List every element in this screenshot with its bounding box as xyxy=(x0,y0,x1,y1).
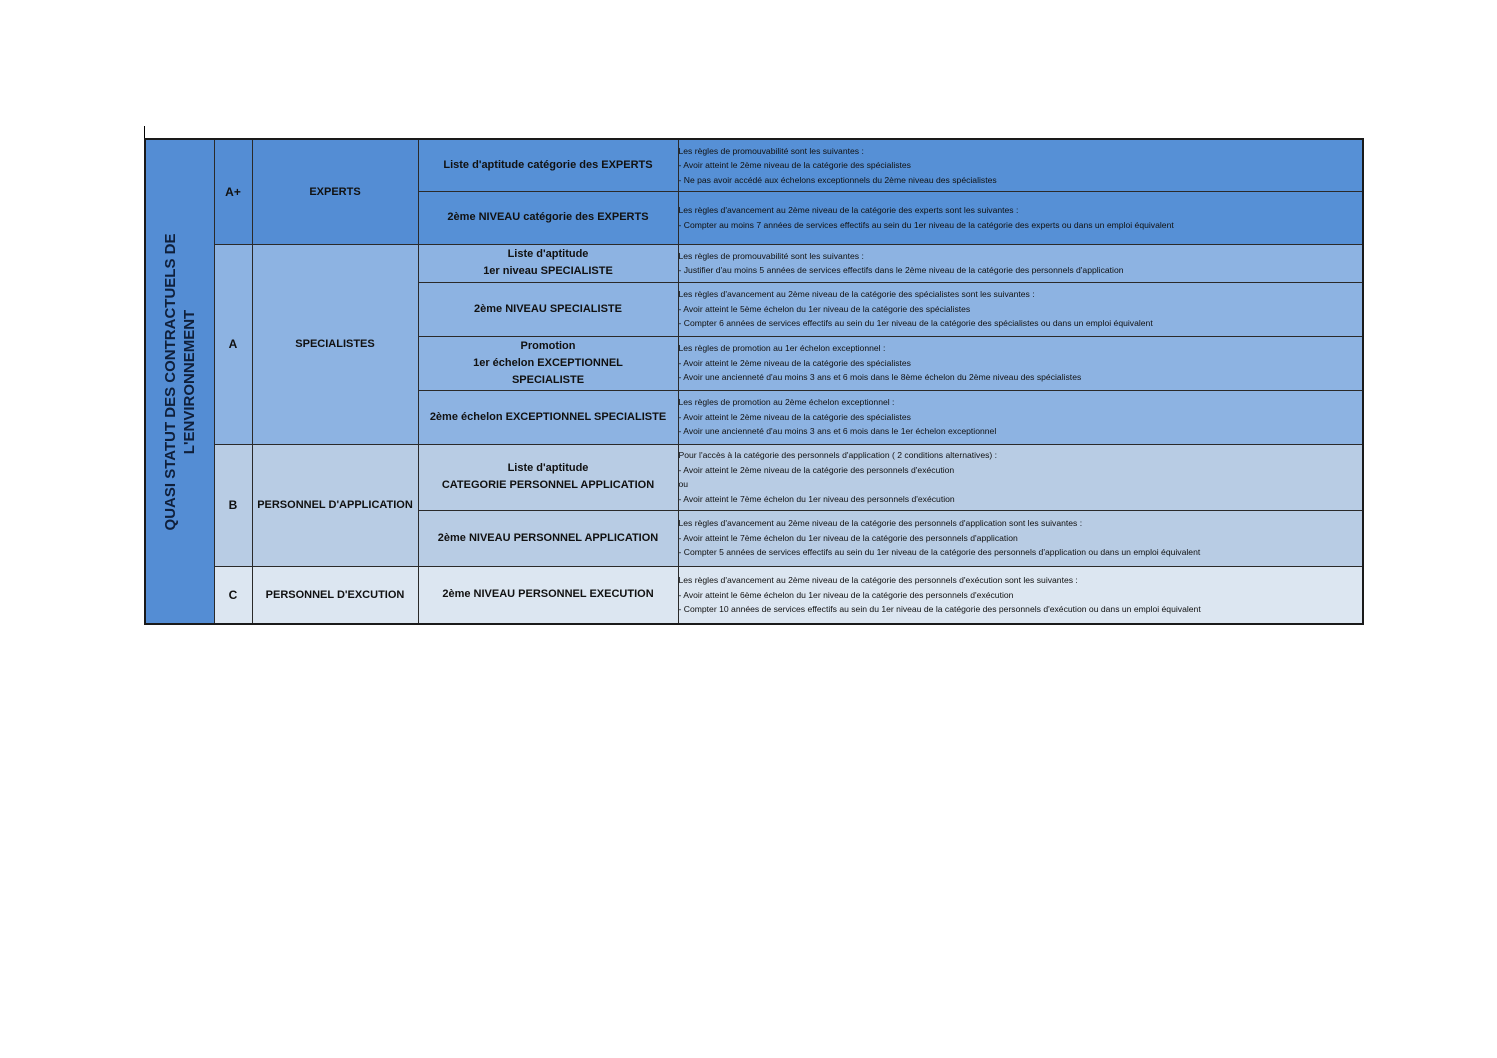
grade-cell: A xyxy=(214,244,252,444)
rule-line: Les règles de promotion au 1er échelon exceptionnel : xyxy=(678,343,886,354)
rule-line: ou xyxy=(678,479,689,489)
category-cell: EXPERTS xyxy=(252,139,418,244)
level-line: 2ème NIVEAU catégorie des EXPERTS xyxy=(447,211,649,223)
category-cell: PERSONNEL D'EXCUTION xyxy=(252,566,418,624)
rule-line: - Avoir atteint le 7ème échelon du 1er niveau de la catégorie des personnels d'application xyxy=(678,532,1018,543)
table-row xyxy=(145,444,1363,510)
category-cell: PERSONNEL D'APPLICATION xyxy=(252,444,418,566)
rules-cell xyxy=(678,390,1363,444)
rule-line: Les règles d'avancement au 2ème niveau de la catégorie des spécialistes sont les suivantes : xyxy=(678,289,1035,300)
level-line: Promotion xyxy=(520,339,576,352)
statut-table xyxy=(144,138,1364,625)
grade-cell: B xyxy=(214,444,252,566)
level-cell xyxy=(418,566,678,624)
rule-line: - Compter 6 années de services effectifs au sein du 1er niveau de la catégorie des spécialistes ou dans un emploi équivalent xyxy=(678,318,1153,329)
rule-line: Pour l'accès à la catégorie des personnels d'application ( 2 conditions alternatives) : xyxy=(678,450,998,460)
level-cell xyxy=(418,510,678,566)
side-title-line-2: L'ENVIRONNEMENT xyxy=(180,309,198,454)
rules-cell xyxy=(678,444,1363,510)
level-line: SPECIALISTE xyxy=(511,373,585,386)
level-cell xyxy=(418,244,678,282)
level-cell xyxy=(418,444,678,510)
rules-cell xyxy=(678,282,1363,336)
table-row xyxy=(145,566,1363,624)
level-line: Liste d'aptitude xyxy=(507,248,589,260)
rule-line: - Avoir une ancienneté d'au moins 3 ans et 6 mois dans le 8ème échelon du 2ème niveau des spécialistes xyxy=(678,372,1082,383)
rules-cell xyxy=(678,244,1363,282)
level-line: 2ème NIVEAU SPECIALISTE xyxy=(474,302,622,315)
level-line: CATEGORIE PERSONNEL APPLICATION xyxy=(441,479,655,491)
level-line: 2ème NIVEAU PERSONNEL APPLICATION xyxy=(437,531,659,544)
page-margin-mark xyxy=(144,126,145,138)
table-row xyxy=(145,244,1363,282)
rules-cell xyxy=(678,566,1363,624)
side-title xyxy=(161,233,199,530)
rule-line: - Avoir atteint le 2ème niveau de la catégorie des spécialistes xyxy=(678,411,911,422)
grade-cell: A+ xyxy=(214,139,252,244)
rule-line: - Compter 10 années de services effectifs au sein du 1er niveau de la catégorie des personnels d'exécution ou dans un emploi équivalent xyxy=(678,604,1201,614)
rule-line: - Avoir atteint le 7ème échelon du 1er niveau des personnels d'exécution xyxy=(678,493,955,504)
level-cell xyxy=(418,390,678,444)
level-cell xyxy=(418,282,678,336)
rules-cell xyxy=(678,191,1363,244)
level-cell xyxy=(418,139,678,191)
level-line: Liste d'aptitude catégorie des EXPERTS xyxy=(443,158,653,171)
rule-line: Les règles d'avancement au 2ème niveau de la catégorie des personnels d'exécution sont les suivantes : xyxy=(678,575,1078,585)
rule-line: - Avoir atteint le 6ème échelon du 1er niveau de la catégorie des personnels d'exécution xyxy=(678,589,1014,600)
level-line: Liste d'aptitude xyxy=(507,462,589,474)
rule-line: - Avoir atteint le 5ème échelon du 1er niveau de la catégorie des spécialistes xyxy=(678,303,971,314)
level-line: 2ème NIVEAU PERSONNEL EXECUTION xyxy=(442,588,654,601)
rule-line: - Avoir atteint le 2ème niveau de la catégorie des spécialistes xyxy=(678,160,911,170)
rule-line: - Justifier d'au moins 5 années de services effectifs dans le 2ème niveau de la catégorie des personnels d'application xyxy=(678,265,1124,275)
category-cell: SPECIALISTES xyxy=(252,244,418,444)
rule-line: Les règles d'avancement au 2ème niveau de la catégorie des personnels d'application sont les suivantes : xyxy=(678,518,1083,529)
level-line: 2ème échelon EXCEPTIONNEL SPECIALISTE xyxy=(429,410,667,423)
rule-line: Les règles de promouvabilité sont les suivantes : xyxy=(678,145,864,156)
rule-line: Les règles d'avancement au 2ème niveau de la catégorie des experts sont les suivantes : xyxy=(678,205,1019,215)
side-title-line-1: QUASI STATUT DES CONTRACTUELS DE xyxy=(161,233,179,530)
rule-line: Les règles de promouvabilité sont les suivantes : xyxy=(678,250,864,261)
rule-line: Les règles de promotion au 2ème échelon exceptionnel : xyxy=(678,397,895,408)
rule-line: - Avoir atteint le 2ème niveau de la catégorie des personnels d'exécution xyxy=(678,464,955,475)
rules-cell xyxy=(678,336,1363,390)
level-line: 1er échelon EXCEPTIONNEL xyxy=(473,356,623,369)
table-row xyxy=(145,139,1363,191)
rule-line: - Avoir atteint le 2ème niveau de la catégorie des spécialistes xyxy=(678,357,911,368)
rule-line: - Compter au moins 7 années de services effectifs au sein du 1er niveau de la catégorie des experts ou dans un emploi équivalent xyxy=(678,219,1174,230)
rule-line: - Ne pas avoir accédé aux échelons exceptionnels du 2ème niveau des spécialistes xyxy=(678,174,997,185)
rule-line: - Compter 5 années de services effectifs au sein du 1er niveau de la catégorie des personnels d'application ou dans un emploi équivalent xyxy=(678,547,1201,558)
grade-cell: C xyxy=(214,566,252,624)
rules-cell xyxy=(678,510,1363,566)
rules-cell xyxy=(678,139,1363,191)
rule-line: - Avoir une ancienneté d'au moins 3 ans et 6 mois dans le 1er échelon exceptionnel xyxy=(678,426,997,437)
level-line: 1er niveau SPECIALISTE xyxy=(483,265,613,277)
side-title-cell xyxy=(145,139,214,624)
level-cell xyxy=(418,191,678,244)
level-cell xyxy=(418,336,678,390)
